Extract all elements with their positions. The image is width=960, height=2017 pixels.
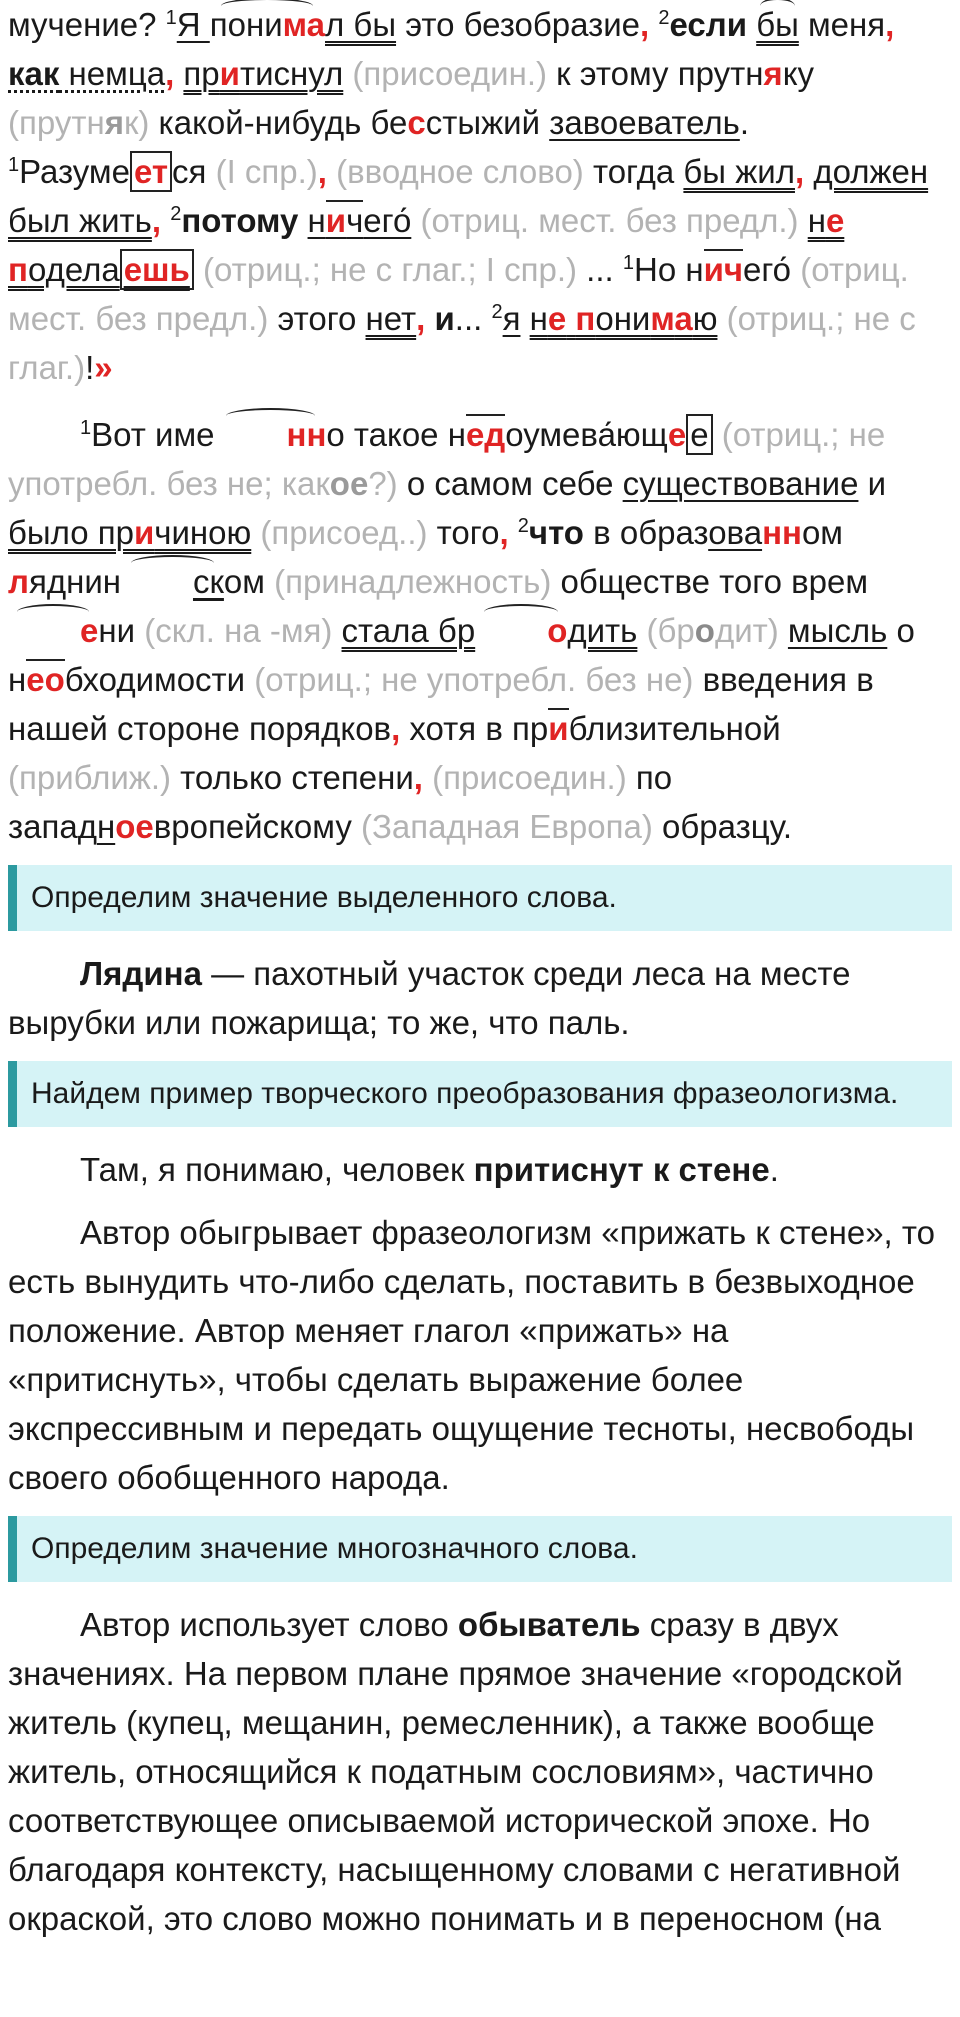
grammar-note: (приближ.) <box>8 759 171 796</box>
highlight-letter: л <box>8 563 29 600</box>
clause-number: 2 <box>491 301 503 323</box>
text-run: введения в нашей стороне порядков <box>8 661 874 747</box>
phrase: притиснут к стене <box>473 1151 770 1188</box>
conjunction: если <box>669 6 748 43</box>
conjunction: что <box>528 514 584 551</box>
text-run: сразу в двух значениях. На первом плане прямое значение «городской житель (купец, мещанин, ремесленник), а также вообще житель, относящийся к податным сословиям», частично соответствующее описываемой исторической эпохе. Но благодаря контексту, насыщенному словами с негативной окраской, это слово можно понимать и в переносном (на <box>8 1606 903 1937</box>
text-run: этого <box>268 300 366 337</box>
definition-text: — пахотный участок среди леса на месте вырубки или пожарища; то же, что паль. <box>8 955 851 1041</box>
polysemy-paragraph <box>8 1600 952 1943</box>
highlight-letter: ое <box>115 808 154 845</box>
callout-text: Определим значение выделенного слова. <box>31 881 617 914</box>
grammar-note: (Западная Европа) <box>351 808 653 845</box>
subject: существование <box>622 465 859 502</box>
ending-box: ет <box>130 151 172 192</box>
term: Лядина <box>80 955 202 992</box>
grammar-note: (отриц. мест. без предл.) <box>411 202 799 239</box>
section-callout <box>8 865 952 931</box>
clause-number: 2 <box>658 7 670 29</box>
grammar-note: (присоед..) <box>251 514 428 551</box>
highlight-letter: с <box>407 104 426 141</box>
section-callout <box>8 1061 952 1127</box>
grammar-note: (I спр.) <box>206 153 318 190</box>
text-run: того <box>427 514 500 551</box>
comma-mark: , <box>165 55 175 92</box>
text-run: ... <box>577 251 623 288</box>
predicate: бы <box>756 0 799 49</box>
grammar-note: (прутняк) <box>8 104 150 141</box>
text-run: Автор обыгрывает фразеологизм «прижать к стене», то есть вынудить что-либо сделать, поставить в безвыходное положение. Автор меняет глагол «прижать» на «притиснуть», чтобы сделать выражение более экспрессивным и передать ощущение тесноты, несвободы своего обобщенного народа. <box>8 1214 935 1496</box>
clause-number: 1 <box>165 7 177 29</box>
prefix-mark: ич <box>703 251 744 288</box>
predicate: притиснул <box>183 55 344 92</box>
conjunction: и <box>434 300 455 337</box>
clause-number: 2 <box>517 515 529 537</box>
prefix-mark: ич <box>325 202 364 239</box>
text-run: меня <box>798 6 886 43</box>
highlight-letter: е <box>667 416 687 453</box>
subject: завоеватель <box>549 104 740 141</box>
comma-mark: , <box>317 153 327 190</box>
clause-number: 1 <box>8 154 20 176</box>
comma-mark: , <box>640 6 650 43</box>
ending-box: ешь <box>120 249 194 290</box>
callout-text: Определим значение многозначного слова. <box>31 1532 638 1565</box>
definition-paragraph <box>8 949 952 1047</box>
root-mark: понима <box>210 0 325 49</box>
text-run: образцу. <box>652 808 792 845</box>
text-run: о самом себе <box>397 465 623 502</box>
conjunction: потому <box>181 202 299 239</box>
text-run: обществе того врем <box>551 563 869 600</box>
comma-mark: , <box>794 153 805 190</box>
text-run: хотя в пр <box>400 710 549 747</box>
section-callout <box>8 1516 952 1582</box>
predicate: нет <box>365 300 417 337</box>
comma-mark: , <box>413 759 423 796</box>
text-run: это безобразие <box>396 6 641 43</box>
suffix-mark: н <box>96 808 116 845</box>
predicate: должен был жить <box>8 153 929 239</box>
conjunction: как <box>8 55 60 92</box>
text-run: по запад <box>8 759 673 845</box>
grammar-note: (отриц.; не с глаг.; I спр.) <box>193 251 578 288</box>
suffix-mark: ова <box>708 514 763 551</box>
text-run: Разуме <box>19 153 130 190</box>
grammar-note: (отриц.; не употребл. без не) <box>245 661 694 698</box>
grammar-note: (вводное слово) <box>326 153 584 190</box>
text-run: мучение? <box>8 6 166 43</box>
text-run: о н <box>8 612 915 698</box>
grammar-note: (отриц.; не с глаг.) <box>8 300 916 386</box>
text-run: тогда <box>583 153 684 190</box>
grammar-note: (принадлежность) <box>264 563 552 600</box>
grammar-note: (скл. на -мя) <box>135 612 333 649</box>
term: обыватель <box>457 1606 641 1643</box>
comma-mark: , <box>499 514 509 551</box>
comma-mark: , <box>151 202 162 239</box>
prefix-mark: и <box>548 710 569 747</box>
explanation-paragraph <box>8 1208 952 1502</box>
comma-mark: , <box>391 710 401 747</box>
prefix-mark: ед <box>465 416 506 453</box>
prefix-mark: ео <box>26 661 65 698</box>
analysis-paragraph-1: мучение? $^1$Я понимал бы это безобразие, $^2$если бы меня, как немца, притиснул (присоедин.) к этому прутняку (прутняк) какой-нибудь бесстыжий завоеватель. <box>8 0 952 147</box>
closing-quote: » <box>94 349 113 386</box>
predicate: не подела ешь <box>8 202 845 288</box>
grammar-note: (присоедин.) <box>422 759 627 796</box>
analysis-paragraph-2: $^1$Разуме ет ся (I спр.), (вводное слово) тогда бы жил, должен был жить, $^2$потому ничего́ (отриц. мест. без предл.) не подела ешь (отриц.; не с глаг.; I спр.) ... $^1$Но ничего́ (отриц. мест. без предл.) этого нет, и... $^2$я не понимаю (отриц.; не с глаг.)!» <box>8 153 929 386</box>
text-run: к этому прутн <box>547 55 764 92</box>
analysis-paragraph-3: $^1$Вот име нно такое недоумева́юще е (отриц.; не употребл. без не; какое?) о самом себе существование и было причиною (присоед..) того, $^2$что в образованном ляднин ском (принадлежность) обществе того времени (скл. на -мя) стала бр одить (бродит) мысль о необходимости (отриц.; не употребл. без не) введения в нашей стороне порядков, хотя в приблизительной (приближ.) только степени, (присоедин.) по западноевропейскому (Западная Европа) образцу. <box>8 410 952 851</box>
predicate: не понимаю <box>529 300 718 337</box>
subject: я <box>502 300 521 337</box>
clause-number: 1 <box>622 252 634 274</box>
text-run: яднин <box>28 563 121 600</box>
example-paragraph: Там, я понимаю, человек притиснут к стене. <box>80 1151 779 1188</box>
grammar-note: (бродит) <box>637 612 779 649</box>
subject: ничего́ <box>307 202 412 239</box>
comma-mark: , <box>885 6 895 43</box>
grammar-note: (отриц. мест. без предл.) <box>8 251 909 337</box>
suffix-mark: ск <box>121 557 224 606</box>
highlight-letter: нн <box>215 410 327 459</box>
clause-number: 1 <box>80 417 92 439</box>
clause-number: 2 <box>170 203 182 225</box>
text-run: Там, я понимаю, человек <box>80 1151 474 1188</box>
highlight-letter: е <box>8 606 98 655</box>
text-run: только степени <box>171 759 414 796</box>
subject: мысль <box>787 612 888 649</box>
comma-mark: , <box>416 300 426 337</box>
ending-box: е <box>686 414 712 455</box>
comparative-turn: немца <box>59 55 166 92</box>
grammar-note: (присоедин.) <box>343 55 548 92</box>
predicate: было причиною <box>8 514 252 551</box>
text-run: о такое н <box>326 416 466 453</box>
highlight-letter: нн <box>762 514 802 551</box>
callout-text: Найдем пример творческого преобразования фразеологизма. <box>31 1077 899 1110</box>
text-run: в образ <box>583 514 709 551</box>
text-run: какой-нибудь бе <box>149 104 408 141</box>
predicate: понимал бы <box>210 6 396 43</box>
grammar-note: (отриц.; не употребл. без не; какое?) <box>8 416 886 502</box>
subject: Я <box>176 6 210 43</box>
predicate: стала бр одить <box>342 612 638 649</box>
text-run: Вот име <box>91 416 215 453</box>
highlight-letter: я <box>763 55 783 92</box>
text-run: Но н <box>633 251 704 288</box>
predicate: бы жил <box>683 153 795 190</box>
text-run: Автор использует слово <box>80 1606 458 1643</box>
